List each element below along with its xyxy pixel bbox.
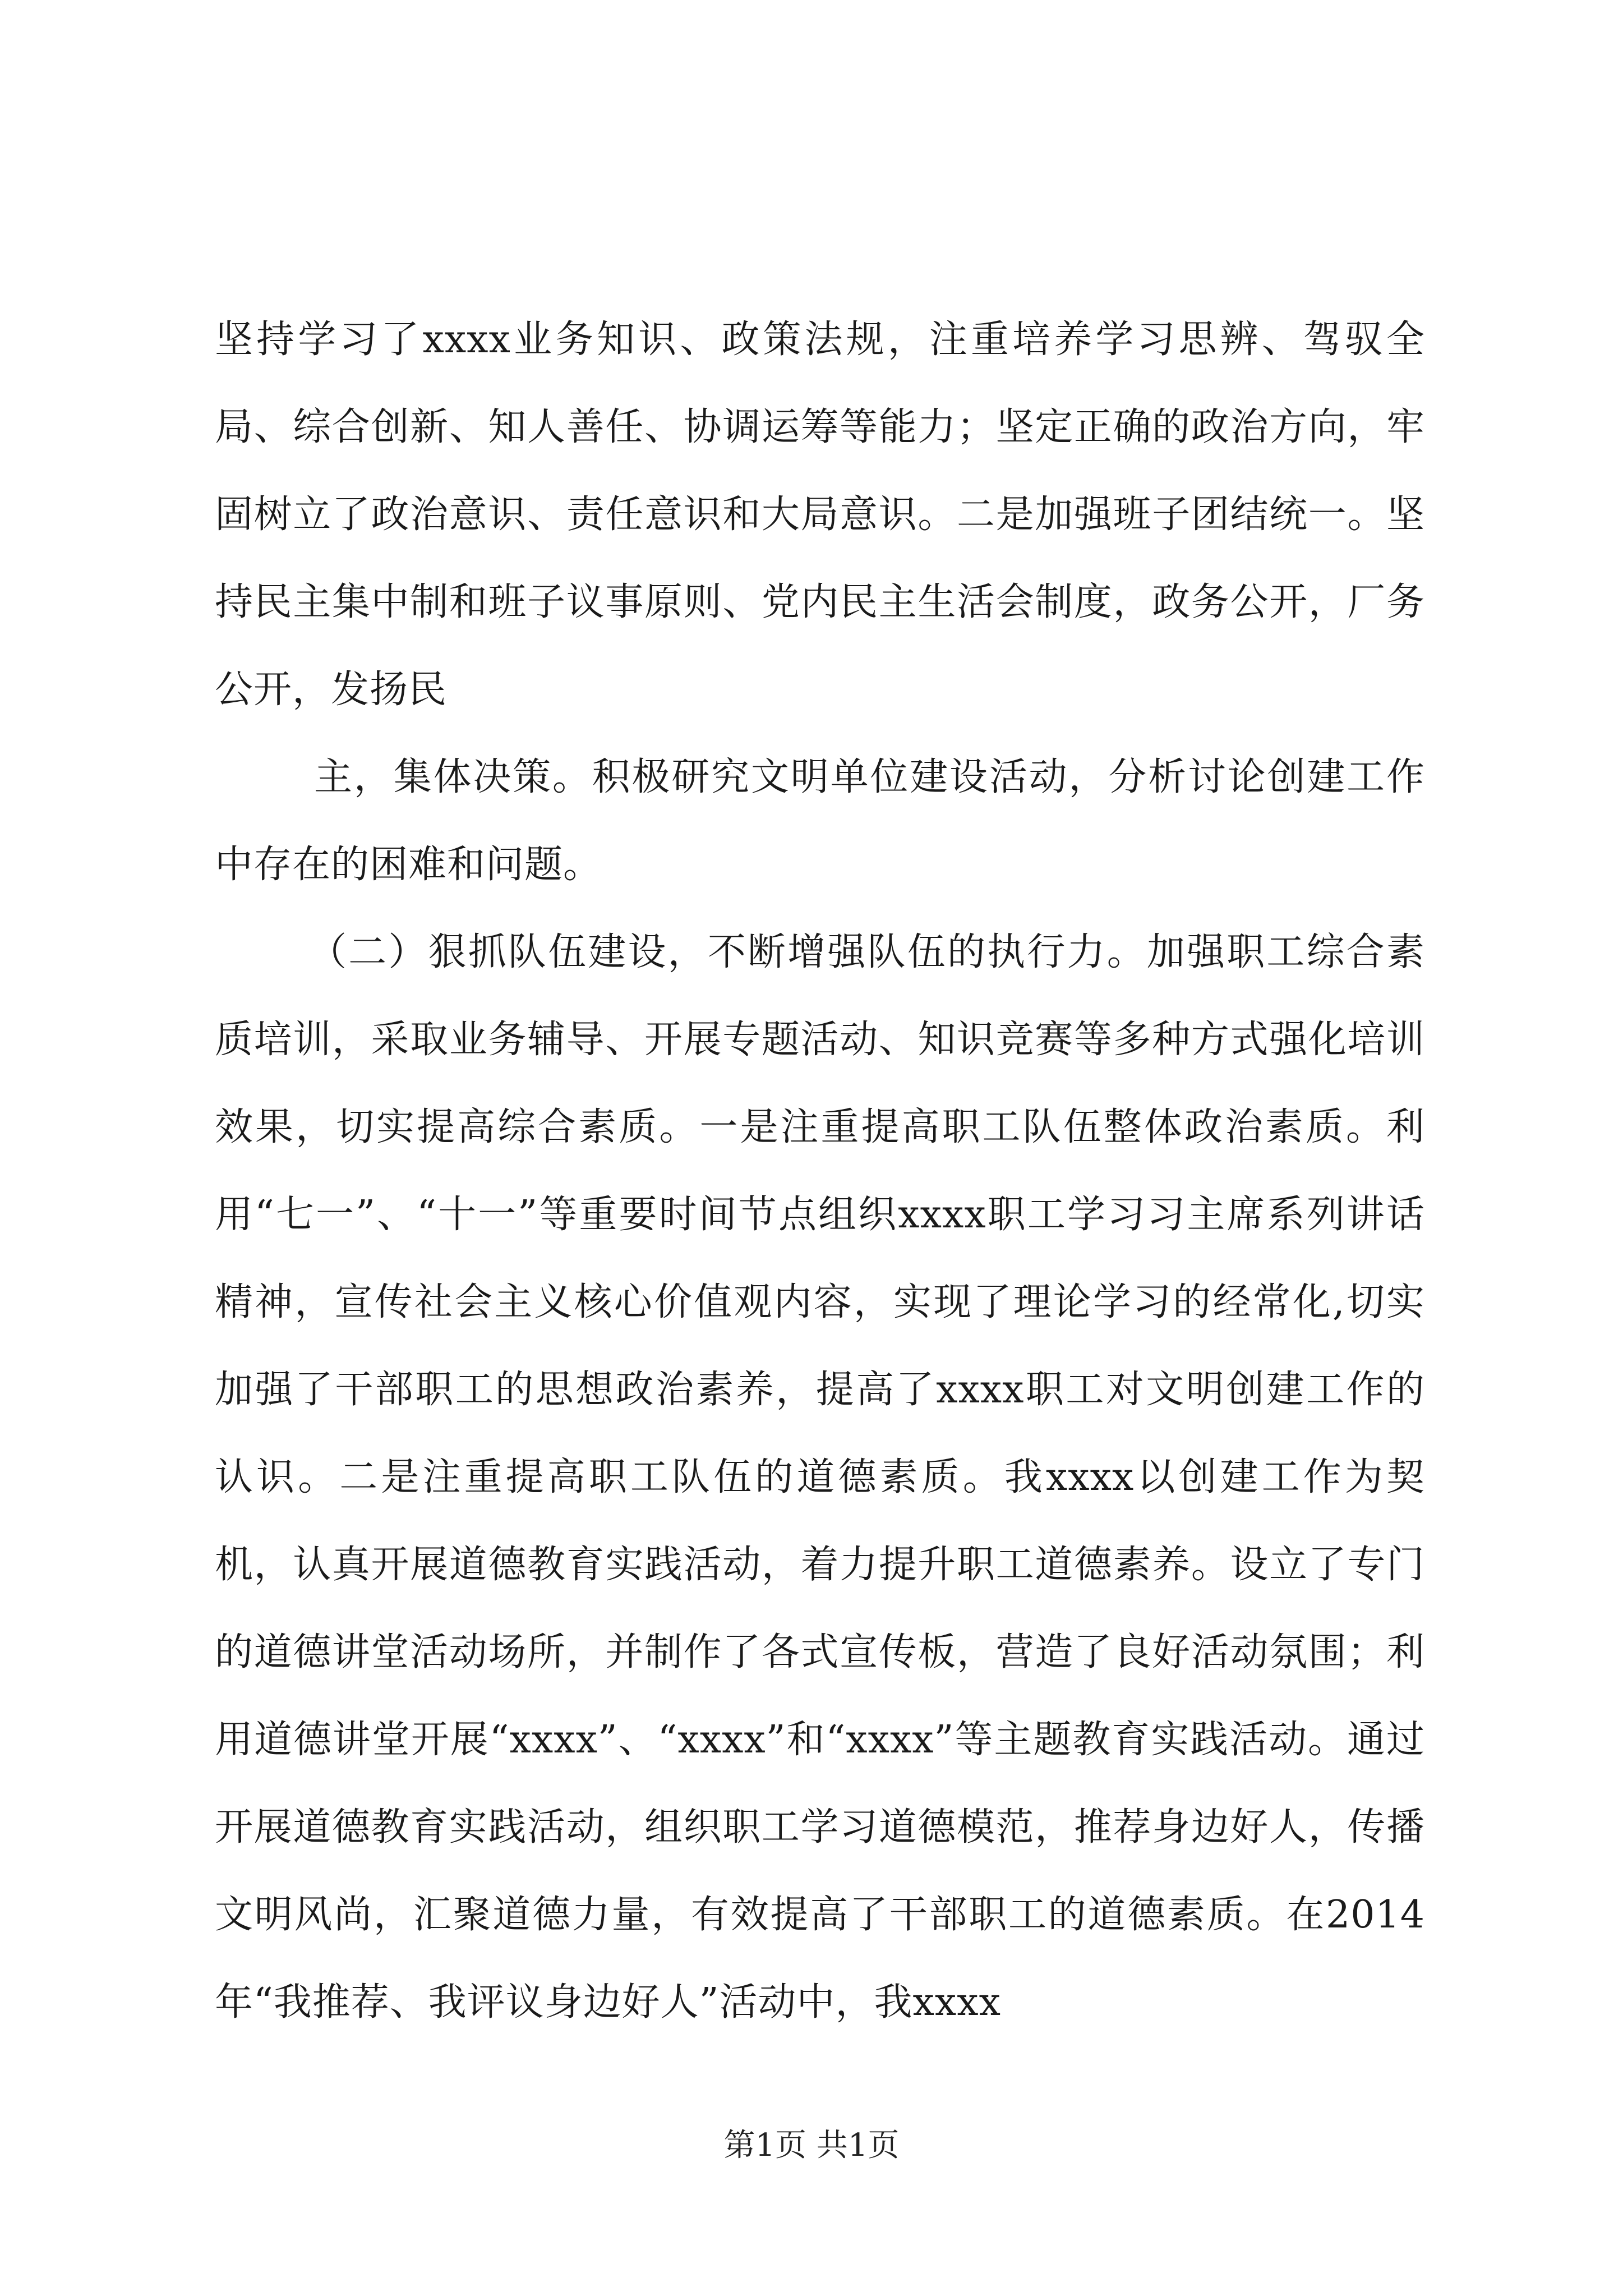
paragraph-collective-decision: 主，集体决策。积极研究文明单位建设活动，分析讨论创建工作中存在的困难和问题。 — [215, 755, 1425, 887]
document-body — [215, 296, 1425, 2046]
page-footer: 第1页 共1页 — [723, 2127, 900, 2164]
paragraph-team-building: （二）狠抓队伍建设，不断增强队伍的执行力。加强职工综合素质培训，采取业务辅导、开展专题活动、知识竞赛等多种方式强化培训效果，切实提高综合素质。一是注重提高职工队伍整体政治素质。利用“七一”、“十一”等重要时间节点组织xxxx职工学习习主席系列讲话精神，宣传社会主义核心价值观内容，实现了理论学习的经常化,切实加强了干部职工的思想政治素养，提高了xxxx职工对文明创建工作的认识。二是注重提高职工队伍的道德素质。我xxxx以创建工作为契机，认真开展道德教育实践活动，着力提升职工道德素养。设立了专门的道德讲堂活动场所，并制作了各式宣传板，营造了良好活动氛围；利用道德讲堂开展“xxxx”、“xxxx”和“xxxx”等主题教育实践活动。通过开展道德教育实践活动，组织职工学习道德模范，推荐身边好人，传播文明风尚，汇聚道德力量，有效提高了干部职工的道德素质。在2014年“我推荐、我评议身边好人”活动中，我xxxx — [215, 930, 1425, 2024]
paragraph-leadership-study: 坚持学习了xxxx业务知识、政策法规，注重培养学习思辨、驾驭全局、综合创新、知人善任、协调运筹等能力；坚定正确的政治方向，牢固树立了政治意识、责任意识和大局意识。二是加强班子团结统一。坚持民主集中制和班子议事原则、党内民主生活会制度，政务公开，厂务公开，发扬民 — [215, 318, 1425, 712]
